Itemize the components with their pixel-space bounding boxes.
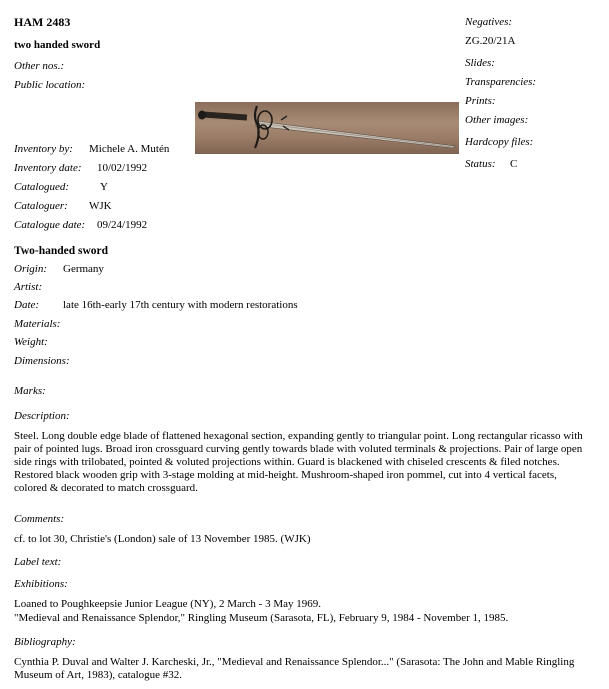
- materials-label: Materials:: [14, 318, 61, 330]
- object-name: two handed sword: [14, 39, 101, 51]
- label-text-label: Label text:: [14, 556, 62, 568]
- status-value: C: [510, 158, 518, 170]
- artist-label: Artist:: [14, 281, 43, 293]
- other-images-label: Other images:: [465, 114, 529, 126]
- negatives-value: ZG.20/21A: [465, 35, 516, 47]
- hardcopy-files-label: Hardcopy files:: [465, 136, 534, 148]
- inventory-date-value: 10/02/1992: [97, 162, 148, 174]
- description-label: Description:: [14, 410, 70, 422]
- negatives-label: Negatives:: [465, 16, 513, 28]
- catalogue-date-value: 09/24/1992: [97, 219, 148, 231]
- transparencies-label: Transparencies:: [465, 76, 537, 88]
- cataloguer-label: Cataloguer:: [14, 200, 68, 212]
- catalogued-value: Y: [100, 181, 108, 193]
- weight-label: Weight:: [14, 336, 48, 348]
- date-label: Date:: [14, 299, 40, 311]
- cataloguer-value: WJK: [89, 200, 112, 212]
- inventory-date-label: Inventory date:: [14, 162, 82, 174]
- public-location-label: Public location:: [14, 79, 86, 91]
- catalogue-number: HAM 2483: [14, 15, 71, 29]
- exhibition-line: "Medieval and Renaissance Splendor," Ringling Museum (Sarasota, FL), February 9, 1984 - November 1, 1985.: [14, 612, 509, 624]
- bibliography-label: Bibliography:: [14, 636, 76, 648]
- other-nos-label: Other nos.:: [14, 60, 65, 72]
- catalogue-date-label: Catalogue date:: [14, 219, 86, 231]
- date-value: late 16th-early 17th century with modern restorations: [63, 299, 298, 311]
- sword-image: [195, 102, 459, 154]
- bibliography-text: Cynthia P. Duval and Walter J. Karcheski, Jr., "Medieval and Renaissance Splendor..." (Sarasota: The John and Mable Ringling Museum of Art, 1983), catalogue #32.: [14, 656, 575, 681]
- catalogued-label: Catalogued:: [14, 181, 69, 193]
- prints-label: Prints:: [465, 95, 496, 107]
- exhibitions-label: Exhibitions:: [14, 578, 68, 590]
- slides-label: Slides:: [465, 57, 495, 69]
- comments-label: Comments:: [14, 513, 65, 525]
- object-photo: [195, 102, 459, 154]
- origin-label: Origin:: [14, 263, 47, 275]
- inventory-by-label: Inventory by:: [14, 143, 73, 155]
- marks-label: Marks:: [14, 385, 46, 397]
- inventory-by-value: Michele A. Mutén: [89, 143, 170, 155]
- status-label: Status:: [465, 158, 496, 170]
- description-text: Steel. Long double edge blade of flattened hexagonal section, expanding gently to triangular point. Long rectangular ricasso with pair of pointed lugs. Broad iron crossguard curving gently towards blade with voluted terminals & projections. Pair of large open side rings with trilobated, pointed & voluted projections within. Guard is blackened with chiseled crescents & filed notches. Restored black wooden grip with 3-stage molding at mid-height. Mushroom-shaped iron pommel, cut into 4 vertical facets, colored & decorated to match crossguard.: [14, 430, 583, 494]
- exhibition-line: Loaned to Poughkeepsie Junior League (NY), 2 March - 3 May 1969.: [14, 598, 322, 610]
- dimensions-label: Dimensions:: [14, 355, 70, 367]
- comments-text: cf. to lot 30, Christie's (London) sale of 13 November 1985. (WJK): [14, 533, 311, 545]
- object-title: Two-handed sword: [14, 245, 109, 257]
- origin-value: Germany: [63, 263, 104, 275]
